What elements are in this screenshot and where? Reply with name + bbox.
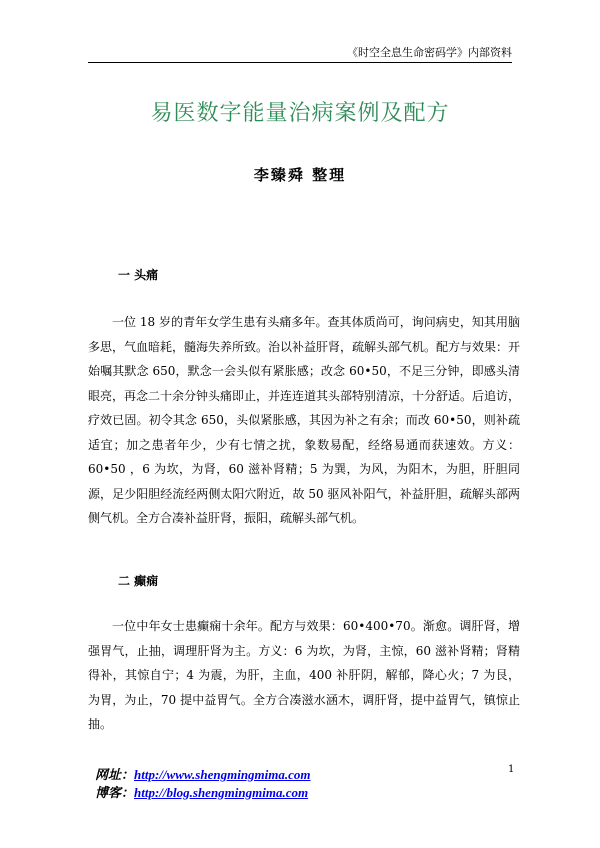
section-paragraph-headache: 一位 18 岁的青年女学生患有头痛多年。查其体质尚可，询问病史，知其用脑多思，气血暗耗，髓海失养所致。治以补益肝肾，疏解头部气机。配方与效果：开始嘱其默念 650，默念一会头似有紧胀感；改念 60•50，不足三分钟，即感头清眼亮，再念二十余分钟头痛即止，并连连道其头部特别清凉，十分舒适。后追访，疗效已固。初令其念 650，头似紧胀感，其因为补之有余；而改 60•50，则补疏适宜；加之患者年少，少有七情之扰，象数易配，经络易通而获速效。方义：60•50 ，6 为坎，为肾，60 滋补肾精；5 为巽，为风，为阳木，为胆，肝胆同源，足少阳胆经流经两侧太阳穴附近，故 50 驱风补阳气，补益肝胆，疏解头部两侧气机。全方合凑补益肝肾，振阳，疏解头部气机。 — [88, 315, 521, 525]
website-label: 网址： — [95, 768, 135, 783]
blog-link[interactable]: http://blog.shengmingmima.com — [134, 785, 309, 800]
blog-label: 博客： — [95, 786, 135, 801]
document-title: 易医数字能量治病案例及配方 — [150, 101, 450, 126]
page-number: 1 — [508, 764, 515, 775]
website-link[interactable]: http://www.shengmingmima.com — [134, 767, 311, 782]
author-line: 李臻舜 整理 — [253, 166, 347, 184]
footer-website — [95, 764, 311, 783]
running-header: 《时空全息生命密码学》内部资料 — [88, 46, 512, 63]
section-heading-epilepsy: 二 癫痫 — [118, 574, 159, 588]
section-paragraph-epilepsy: 一位中年女士患癫痫十余年。配方与效果：60•400•70。渐愈。调肝肾，增强胃气，止抽，调理肝肾为主。方义：6 为坎，为肾，主惊，60 滋补肾精；肾精得补，其惊自宁；4 为震，为肝，主血，400 补肝阴，解郁，降心火；7 为艮，为胃，为止，70 提中益胃气。全方合凑滋水涵木，调肝肾，提中益胃气，镇惊止抽。 — [88, 619, 520, 731]
footer-blog — [95, 782, 308, 801]
section-heading-headache: 一 头痛 — [118, 268, 159, 282]
